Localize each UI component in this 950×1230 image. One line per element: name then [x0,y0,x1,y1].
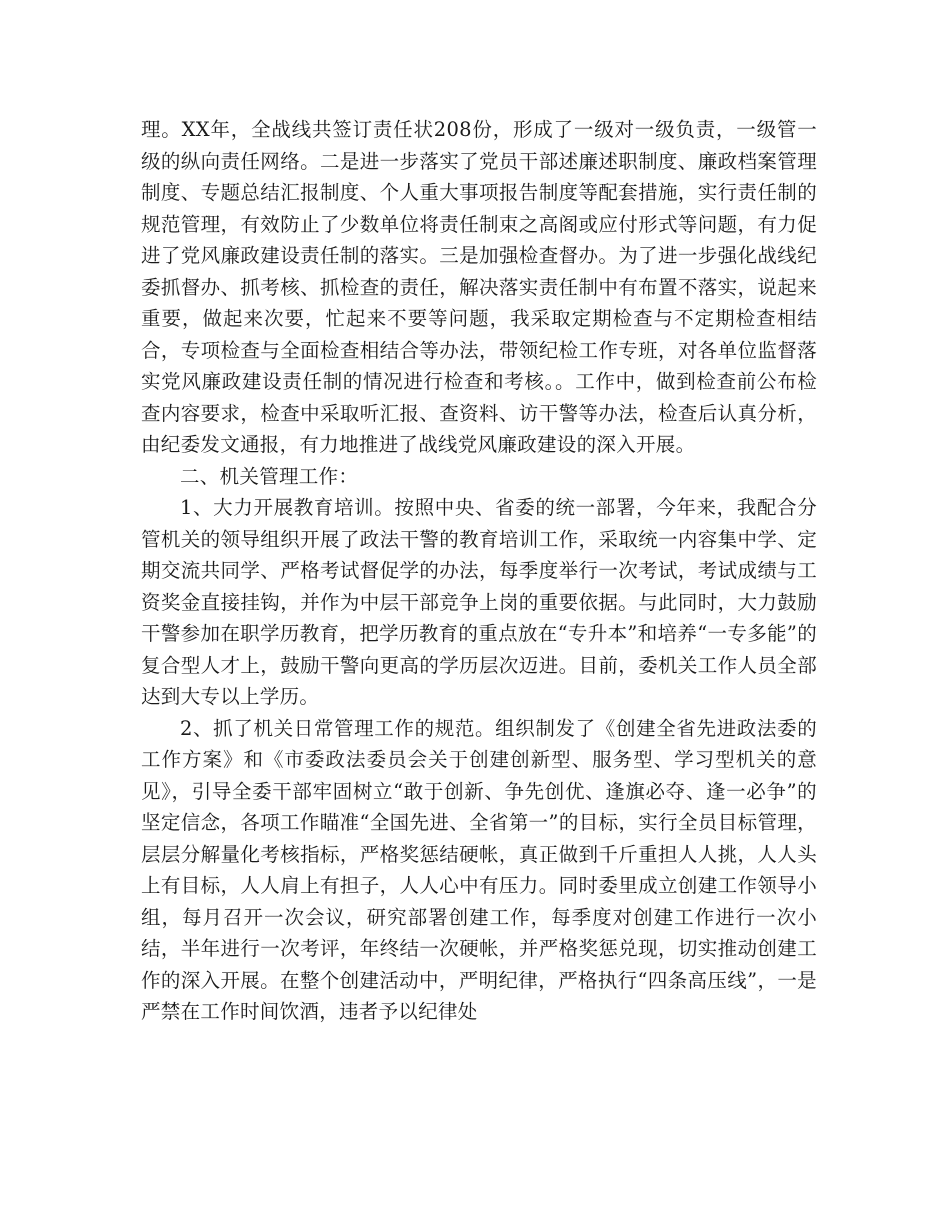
paragraph-education-training: 1、大力开展教育培训。按照中央、省委的统一部署，今年来，我配合分管机关的领导组织开展了政法干警的教育培训工作，采取统一内容集中学、定期交流共同学、严格考试督促学的办法，每季度举行一次考试，考试成绩与工资奖金直接挂钩，并作为中层干部竞争上岗的重要依据。与此同时，大力鼓励干警参加在职学历教育，把学历教育的重点放在“专升本”和培养“一专多能”的复合型人才上，鼓励干警向更高的学历层次迈进。目前，委机关工作人员全部达到大专以上学历。 [141,496,817,708]
document-body [141,114,817,1028]
paragraph-daily-management: 2、抓了机关日常管理工作的规范。组织制发了《创建全省先进政法委的工作方案》和《市委政法委员会关于创建创新型、服务型、学习型机关的意见》，引导全委干部牢固树立“敢于创新、争先创优、逢旗必夺、逢一必争”的坚定信念，各项工作瞄准“全国先进、全省第一”的目标，实行全员目标管理，层层分解量化考核指标，严格奖惩结硬帐，真正做到千斤重担人人挑，人人头上有目标，人人肩上有担子，人人心中有压力。同时委里成立创建工作领导小组，每月召开一次会议，研究部署创建工作，每季度对创建工作进行一次小结，半年进行一次考评，年终结一次硬帐，并严格奖惩兑现，切实推动创建工作的深入开展。在整个创建活动中，严明纪律，严格执行“四条高压线”，一是严禁在工作时间饮酒，违者予以纪律处 [141,716,817,1023]
section-heading-agency-management: 二、机关管理工作： [180,464,359,488]
paragraph-continuation: 理。XX年，全战线共签订责任状208份，形成了一级对一级负责，一级管一级的纵向责任网络。二是进一步落实了党员干部述廉述职制度、廉政档案管理制度、专题总结汇报制度、个人重大事项报告制度等配套措施，实行责任制的规范管理，有效防止了少数单位将责任制束之高阁或应付形式等问题，有力促进了党风廉政建设责任制的落实。三是加强检查督办。为了进一步强化战线纪委抓督办、抓考核、抓检查的责任，解决落实责任制中有布置不落实，说起来重要，做起来次要，忙起来不要等问题，我采取定期检查与不定期检查相结合，专项检查与全面检查相结合等办法，带领纪检工作专班，对各单位监督落实党风廉政建设责任制的情况进行检查和考核。。工作中，做到检查前公布检查内容要求，检查中采取听汇报、查资料、访干警等办法，检查后认真分析，由纪委发文通报，有力地推进了战线党风廉政建设的深入开展。 [141,118,817,456]
